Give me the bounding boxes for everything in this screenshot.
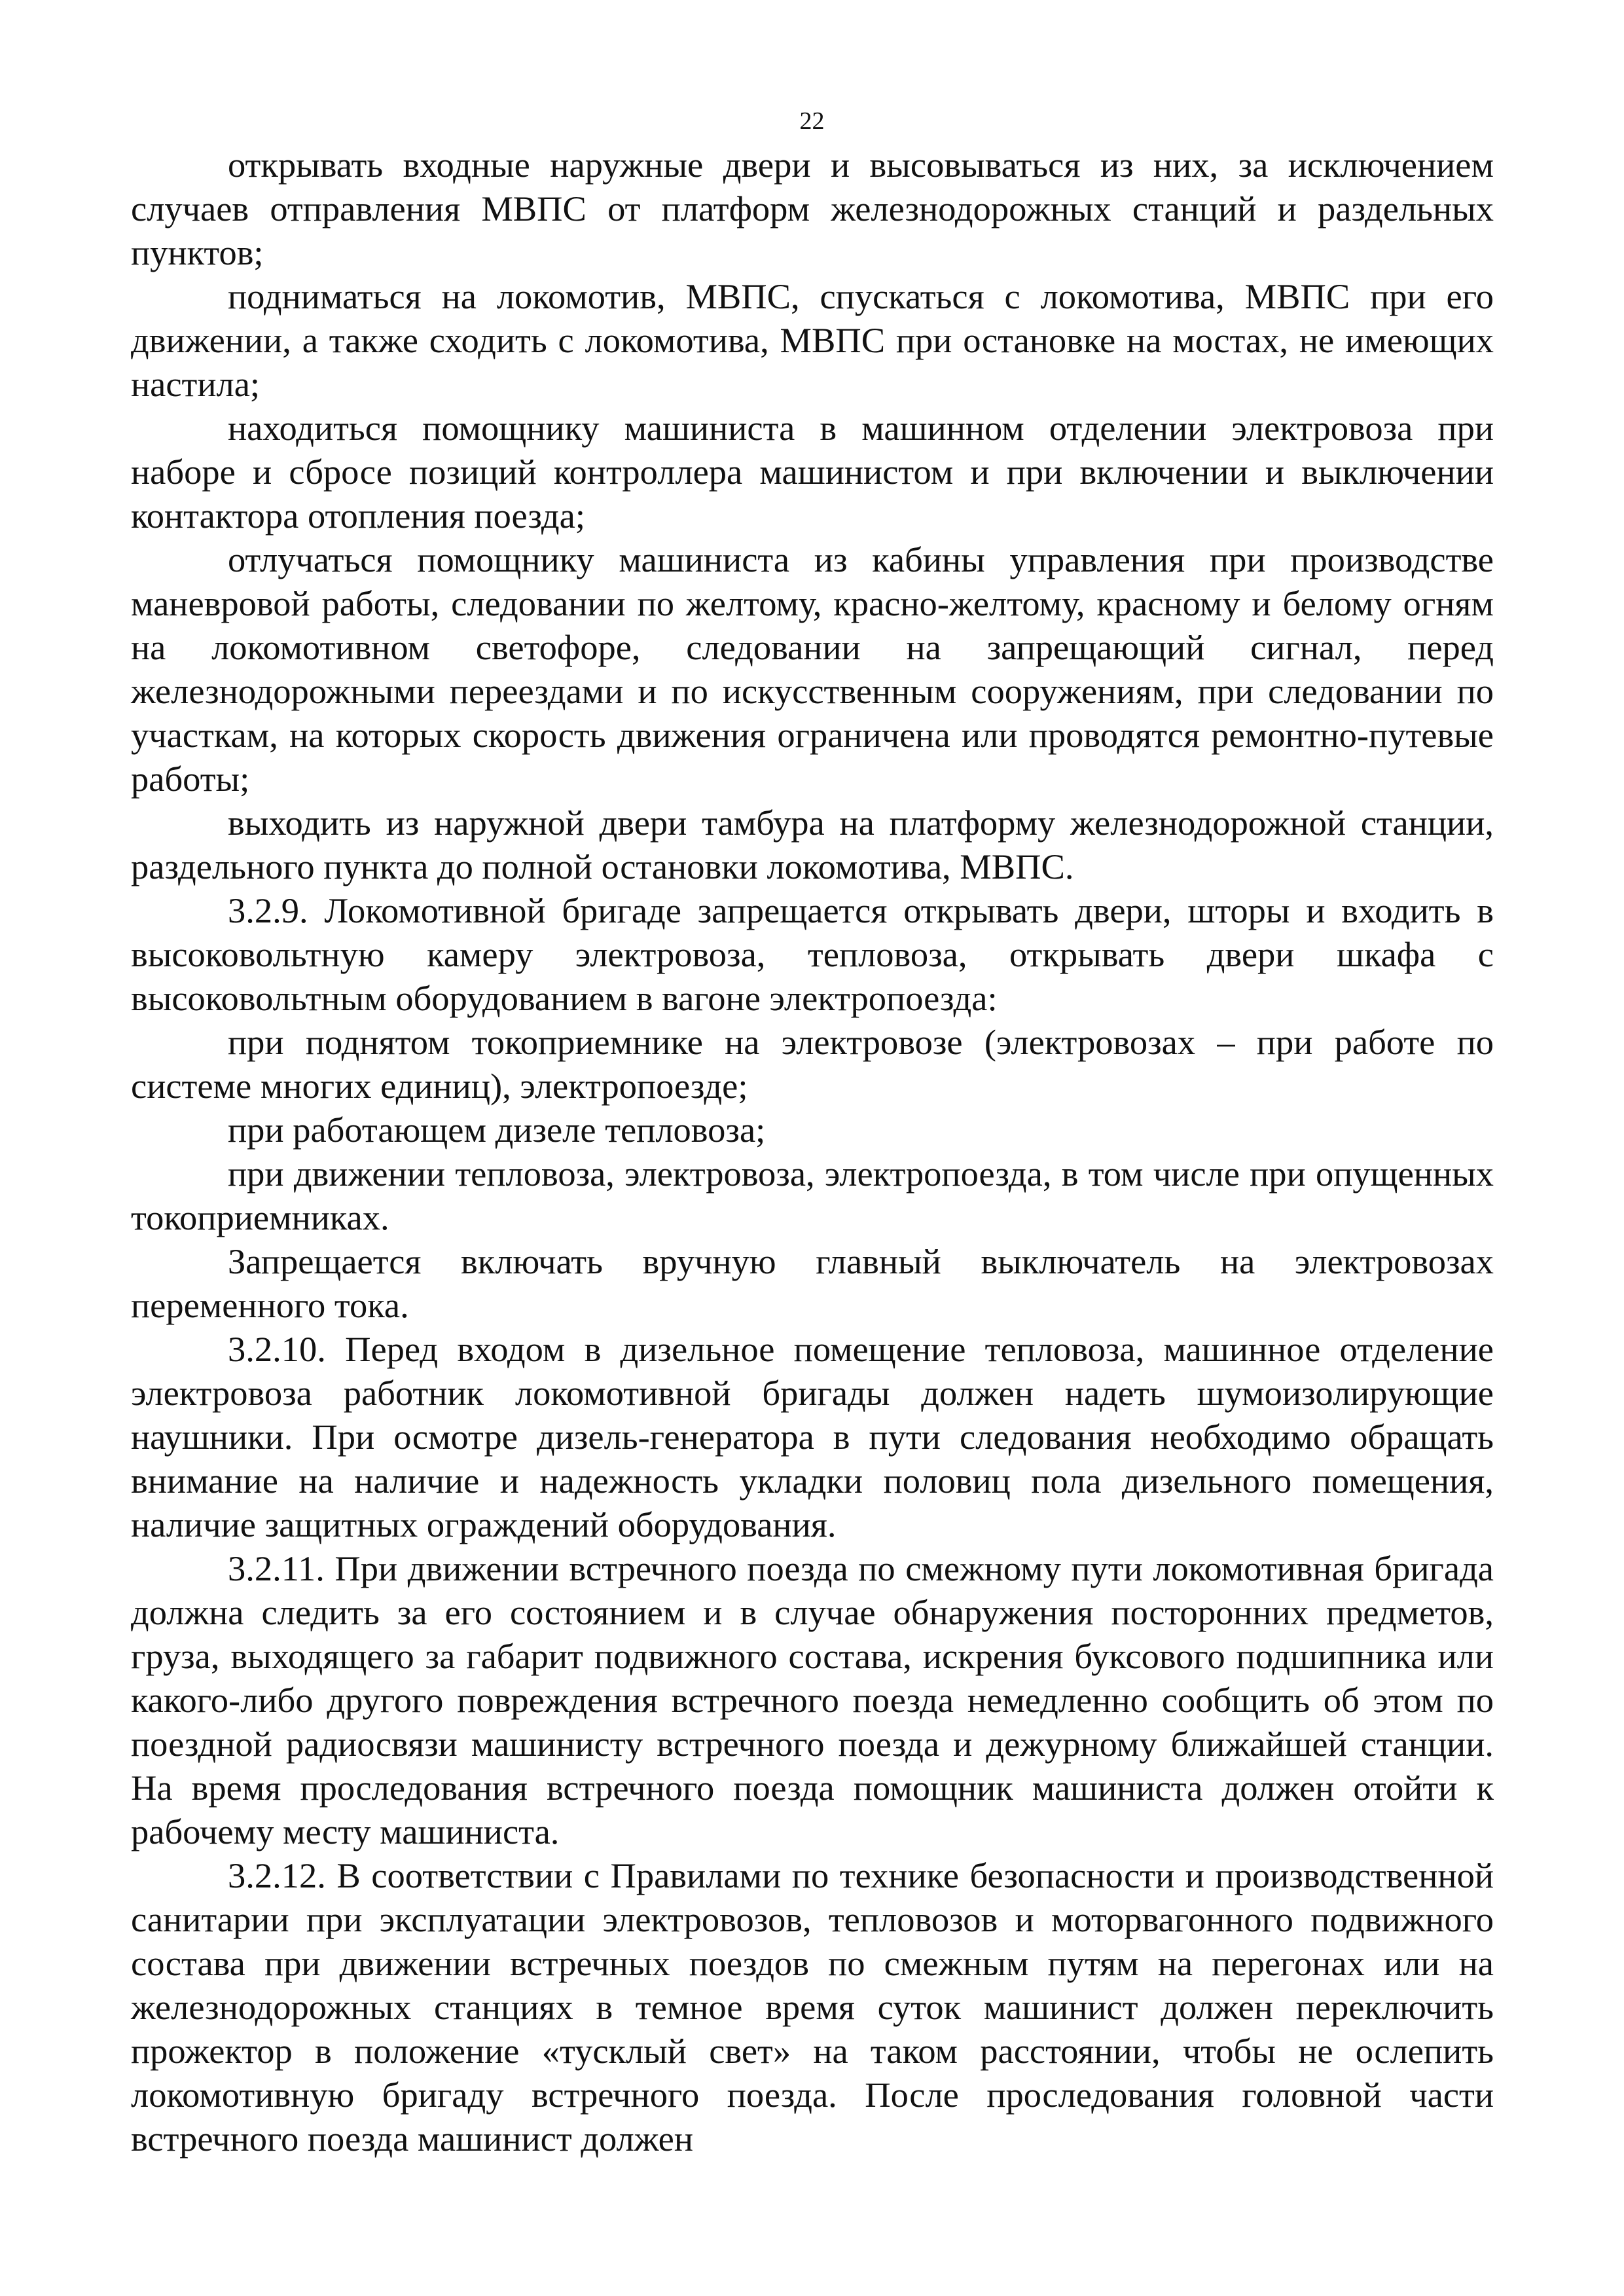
paragraph-machine-room-prohibition: находиться помощнику машиниста в машинном отделении электровоза при наборе и сбросе позиций контроллера машинистом и при включении и выключении контактора отопления поезда; [131,408,1494,536]
paragraph-3-2-12: 3.2.12. В соответствии с Правилами по технике безопасности и производственной санитарии при эксплуатации электровозов, тепловозов и моторвагонного подвижного состава при движении встречных поездов по смежным путям на перегонах или на железнодорожных станциях в темное время суток машинист должен переключить прожектор в положение «тусклый свет» на таком расстоянии, чтобы не ослепить локомотивную бригаду встречного поезда. После проследования головной части встречного поезда машинист должен [131,1855,1494,2159]
paragraph-3-2-11: 3.2.11. При движении встречного поезда по смежному пути локомотивная бригада должна следить за его состоянием и в случае обнаружения посторонних предметов, груза, выходящего за габарит подвижного состава, искрения буксового подшипника или какого-либо другого повреждения встречного поезда немедленно сообщить об этом по поездной радиосвязи машинисту встречного поезда и дежурному ближайшей станции. На время проследования встречного поезда помощник машиниста должен отойти к рабочему месту машиниста. [131,1548,1494,1851]
paragraph-exit-door-prohibition: выходить из наружной двери тамбура на платформу железнодорожной станции, раздельного пункта до полной остановки локомотива, МВПС. [131,803,1494,886]
paragraph-3-2-10: 3.2.10. Перед входом в дизельное помещение тепловоза, машинное отделение электровоза работник локомотивной бригады должен надеть шумоизолирующие наушники. При осмотре дизель-генератора в пути следования необходимо обращать внимание на наличие и надежность укладки половиц пола дизельного помещения, наличие защитных ограждений оборудования. [131,1329,1494,1544]
paragraph-3-2-9: 3.2.9. Локомотивной бригаде запрещается открывать двери, шторы и входить в высоковольтную камеру электровоза, тепловоза, открывать двери шкафа с высоковольтным оборудованием в вагоне электропоезда: [131,890,1494,1018]
page-number: 22 [799,107,825,135]
paragraph-main-switch-prohibition: Запрещается включать вручную главный выключатель на электровозах переменного тока. [131,1241,1494,1325]
paragraph-pantograph-raised: при поднятом токоприемнике на электровозе (электровозах – при работе по системе многих единиц), электропоезде; [131,1022,1494,1106]
paragraph-diesel-running: при работающем дизеле тепловоза; [228,1110,766,1150]
paragraph-leaving-cab-prohibition: отлучаться помощнику машиниста из кабины управления при производстве маневровой работы, следовании по желтому, красно-желтому, красному и белому огням на локомотивном светофоре, следовании на запрещающий сигнал, перед железнодорожными переездами и по искусственным сооружениям, при следовании по участкам, на которых скорость движения ограничена или проводятся ремонтно-путевые работы; [131,539,1494,799]
paragraph-boarding-prohibition: подниматься на локомотив, МВПС, спускаться с локомотива, МВПС при его движении, а также сходить с локомотива, МВПС при остановке на мостах, не имеющих настила; [131,276,1494,404]
paragraph-doors-prohibition: открывать входные наружные двери и высовываться из них, за исключением случаев отправления МВПС от платформ железнодорожных станций и раздельных пунктов; [131,145,1494,272]
document-body [131,143,1494,2160]
paragraph-in-motion: при движении тепловоза, электровоза, электропоезда, в том числе при опущенных токоприемниках. [131,1154,1494,1237]
